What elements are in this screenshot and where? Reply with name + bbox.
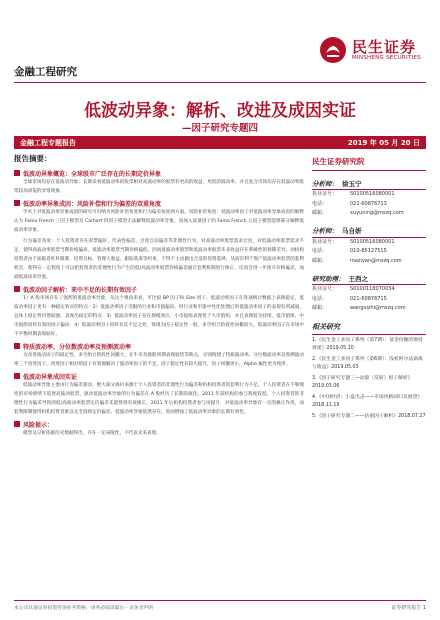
footer-disclaimer: 本公司具备证券投资咨询业务资格，请务必阅读最后一页免责声明	[14, 606, 154, 611]
report-type: 金融工程专题报告	[20, 139, 76, 147]
section	[14, 198, 304, 282]
analyst-info-row: 执业证号： S0100118070034	[312, 286, 395, 292]
section	[14, 168, 304, 196]
sidebar-heading: 民生证券研究院	[312, 157, 365, 166]
section-title: 低波动率异象成因：风险补偿和行为偏差的双重角度	[23, 200, 162, 208]
sidebar	[312, 156, 426, 421]
section	[14, 284, 304, 339]
related-research-item[interactable]: 4.《中国经济：小盘出击——市场风格回归及展望》2018.11.19	[312, 394, 423, 408]
analyst-info-row: 电话： 021-60876713	[312, 200, 387, 207]
sidebar-divider	[312, 170, 426, 171]
footer-divider	[14, 600, 426, 601]
analyst-label: 分析师：	[312, 227, 338, 235]
analyst-info-row: 邮箱： wangxizhi@mszq.com	[312, 304, 426, 314]
section	[14, 371, 304, 417]
related-research-item[interactable]: 3.《因子研究专题三—动量（反转）因子解析》2019.03.06	[312, 375, 413, 389]
brand-name-en: MINSHENG SECURITIES	[352, 55, 421, 61]
footer-page-label: 证券研究报告 1	[391, 605, 426, 611]
analyst-card	[312, 177, 426, 219]
analyst-name: 马自妍	[342, 227, 362, 235]
report-title: 低波动异象：解析、改进及成因实证	[84, 101, 356, 121]
analyst-email-link[interactable]: xuyuning@mszq.com	[350, 210, 404, 216]
report-date: 2019 年 05 月 20 日	[347, 139, 420, 147]
section-title: 低波动异象成因实证	[23, 373, 78, 381]
related-research-item[interactable]: 2.《民生金工多因子系列（第6期）：浅析阿尔法剥离与收益》2019.05.03	[312, 356, 423, 370]
section	[14, 341, 304, 369]
section-paragraph: 模型及分析依据历史数据得出，存在一定局限性，不代表未来表现。	[23, 431, 161, 436]
analyst-info-row: 邮箱： maziyan@mszq.com	[312, 257, 426, 267]
report-subtitle: —因子研究专题四	[181, 123, 258, 134]
abstract-body	[14, 166, 304, 440]
header-divider	[14, 82, 426, 83]
section-paragraph: 1）A 股市场存在了强烈的低波动率异象，从这个视角来看，可比拟 BP 因子和 Size 因子，低波动率因子在各项统计数据上表现稳定，低波动率因子更有一种稳定效应的特点：2）低波动率因子受限的行业和市值偏向，经行业和市值中性化处理后的低波动率因子的表现有所减弱，总体上稳定性仍然较强，表现出稳定的特点：3）低波动率因子存在规模效应，小市值组表现优于大市值组，并且表现较为持续，低市值组、中市值组同样有效的因子偏向：4）低波动率因子同样有其不足之处，体现为因子稳定性一般，多空组合阶段性回撤较大，低波动率因子在市场中不平衡时期表现较好。	[14, 296, 304, 337]
report-category: 金融工程研究	[14, 66, 77, 78]
bullet-square-icon	[14, 286, 20, 292]
section-title: 低波动因子解析：来中不足的长期有效因子	[23, 286, 138, 294]
bullet-square-icon	[14, 170, 20, 176]
bullet-square-icon	[14, 343, 20, 349]
section-paragraph: 行为偏差角度：个人投资者存在彩票偏好、代表性偏差、过度自信偏差等非理性行为，对高波动率股票需求过度，对低波动率股票需求不足，使得高波动率股票当期价格偏高，低波动率股票当期价格偏低，因而低波动率股票和低波动率股票未来收益存在系统性的预期差异。而机构投资者由于面临着杠杆限制、投资目标、管理人收益、跟踪基准等约束，不得不主动做出合适的投资选择，从而有利于资产低波动率股票的套利机会，使得在一定程度上可以把投资者的非理性行为产生的低/高波动率股票价格偏差通过套利机制进行修正，反而会进一步推升价格偏差，加剧低波动率异象。	[14, 239, 304, 280]
section-paragraph: 学术上对低波动率异象成因的研究可归纳为风险补偿角度和行为偏差角度两方面。风险补偿角度：低波动率因子对低波动率异象成因的解释认为 Fama French 三因子模型及 Carhart 四因子模型无法解释低波动率异象，而加入质量因子的 Fama French 五因子模型能够部分解释低波动率异象。	[14, 210, 304, 233]
related-research-heading: 相关研究	[312, 322, 426, 335]
analyst-info-row: 邮箱： xuyuning@mszq.com	[312, 209, 426, 219]
brand-logo	[318, 34, 426, 68]
section-title: 低波动异象概览：全球股市广泛存在的长期定价异象	[23, 170, 162, 178]
analyst-email-link[interactable]: maziyan@mszq.com	[350, 257, 402, 264]
related-research-item[interactable]: 1.《民生金工多因子系列（第7期）：基金份额的增持效果》2019.05.10	[312, 337, 423, 351]
analyst-card	[312, 272, 426, 314]
section	[14, 419, 304, 438]
bullet-square-icon	[14, 421, 20, 427]
section-title: 风险提示：	[23, 421, 54, 429]
report-info-bar	[14, 136, 426, 149]
analyst-name: 王西之	[348, 274, 368, 283]
abstract-heading: 报告摘要：	[14, 154, 52, 163]
analyst-info-row: 执业证号： S0100516080001	[312, 191, 395, 197]
section-paragraph: 低波动率异象主要由行为偏差驱动，绝大部分溢价来源于个人投资者的非理性行为偏差和机构投资者的套利行为不足。个人投资者在不够理性的市场情绪下追逐高波动股票，驱动低波动率异象的行为偏差在 A 股经历了长期的演化。2011 年前机构的参与程度较低，个人投资者的非理性行为偏差导致的低/高波动率股票定价偏差未能得到有效修正，2011 年后机构投资者参与度提升，对低波动率异象有一定的修正作用，而套利限制使得机构投资者难以完全消除定价偏差。低波动率异象依然存在，进而增强了低波动率异象的长期有效性。	[14, 383, 304, 415]
analyst-email-link[interactable]: wangxizhi@mszq.com	[350, 305, 406, 311]
minsheng-logo-icon	[318, 35, 348, 65]
section-title: 特质波动率、分位数波动率及预测波动率	[23, 343, 132, 351]
brand-name-cn: 民生证券	[352, 38, 417, 56]
analyst-info-row: 电话： 010-85127515	[312, 248, 387, 254]
bullet-square-icon	[14, 200, 20, 206]
section-paragraph: 为改进波动因子的稳定性，多空组合阶段性回撤大，在牛市及涨跌周期表现弱势等缺点，分别构建了特质波动率、分位数波动率及预测波动率三个改进因子，改进因子相对原因子有效地解决了波动率因子的不足，因子稳定性有较大提升，因子回撤更小，Alpha 属性更为纯净。	[14, 353, 304, 367]
analyst-card	[312, 225, 426, 267]
bullet-square-icon	[14, 373, 20, 379]
analyst-name: 徐玉宁	[342, 179, 362, 188]
section-paragraph: 全球市场均存在低波动异象：长期来看低波动率的股票相对高波动率的股票有更高的收益，更低的波动率，并且复合市场均存在低波动率股票较高回报的异常现象。	[14, 180, 304, 194]
related-research-item[interactable]: 5.《因子研究专题二——估值因子解析》2018.07.27	[312, 413, 426, 419]
analyst-label: 研究助理：	[312, 274, 345, 283]
analyst-info-row: 电话： 021-60876715	[312, 295, 387, 302]
analyst-info-row: 执业证号： S0100516080001	[312, 238, 395, 245]
analyst-label: 分析师：	[312, 179, 338, 188]
